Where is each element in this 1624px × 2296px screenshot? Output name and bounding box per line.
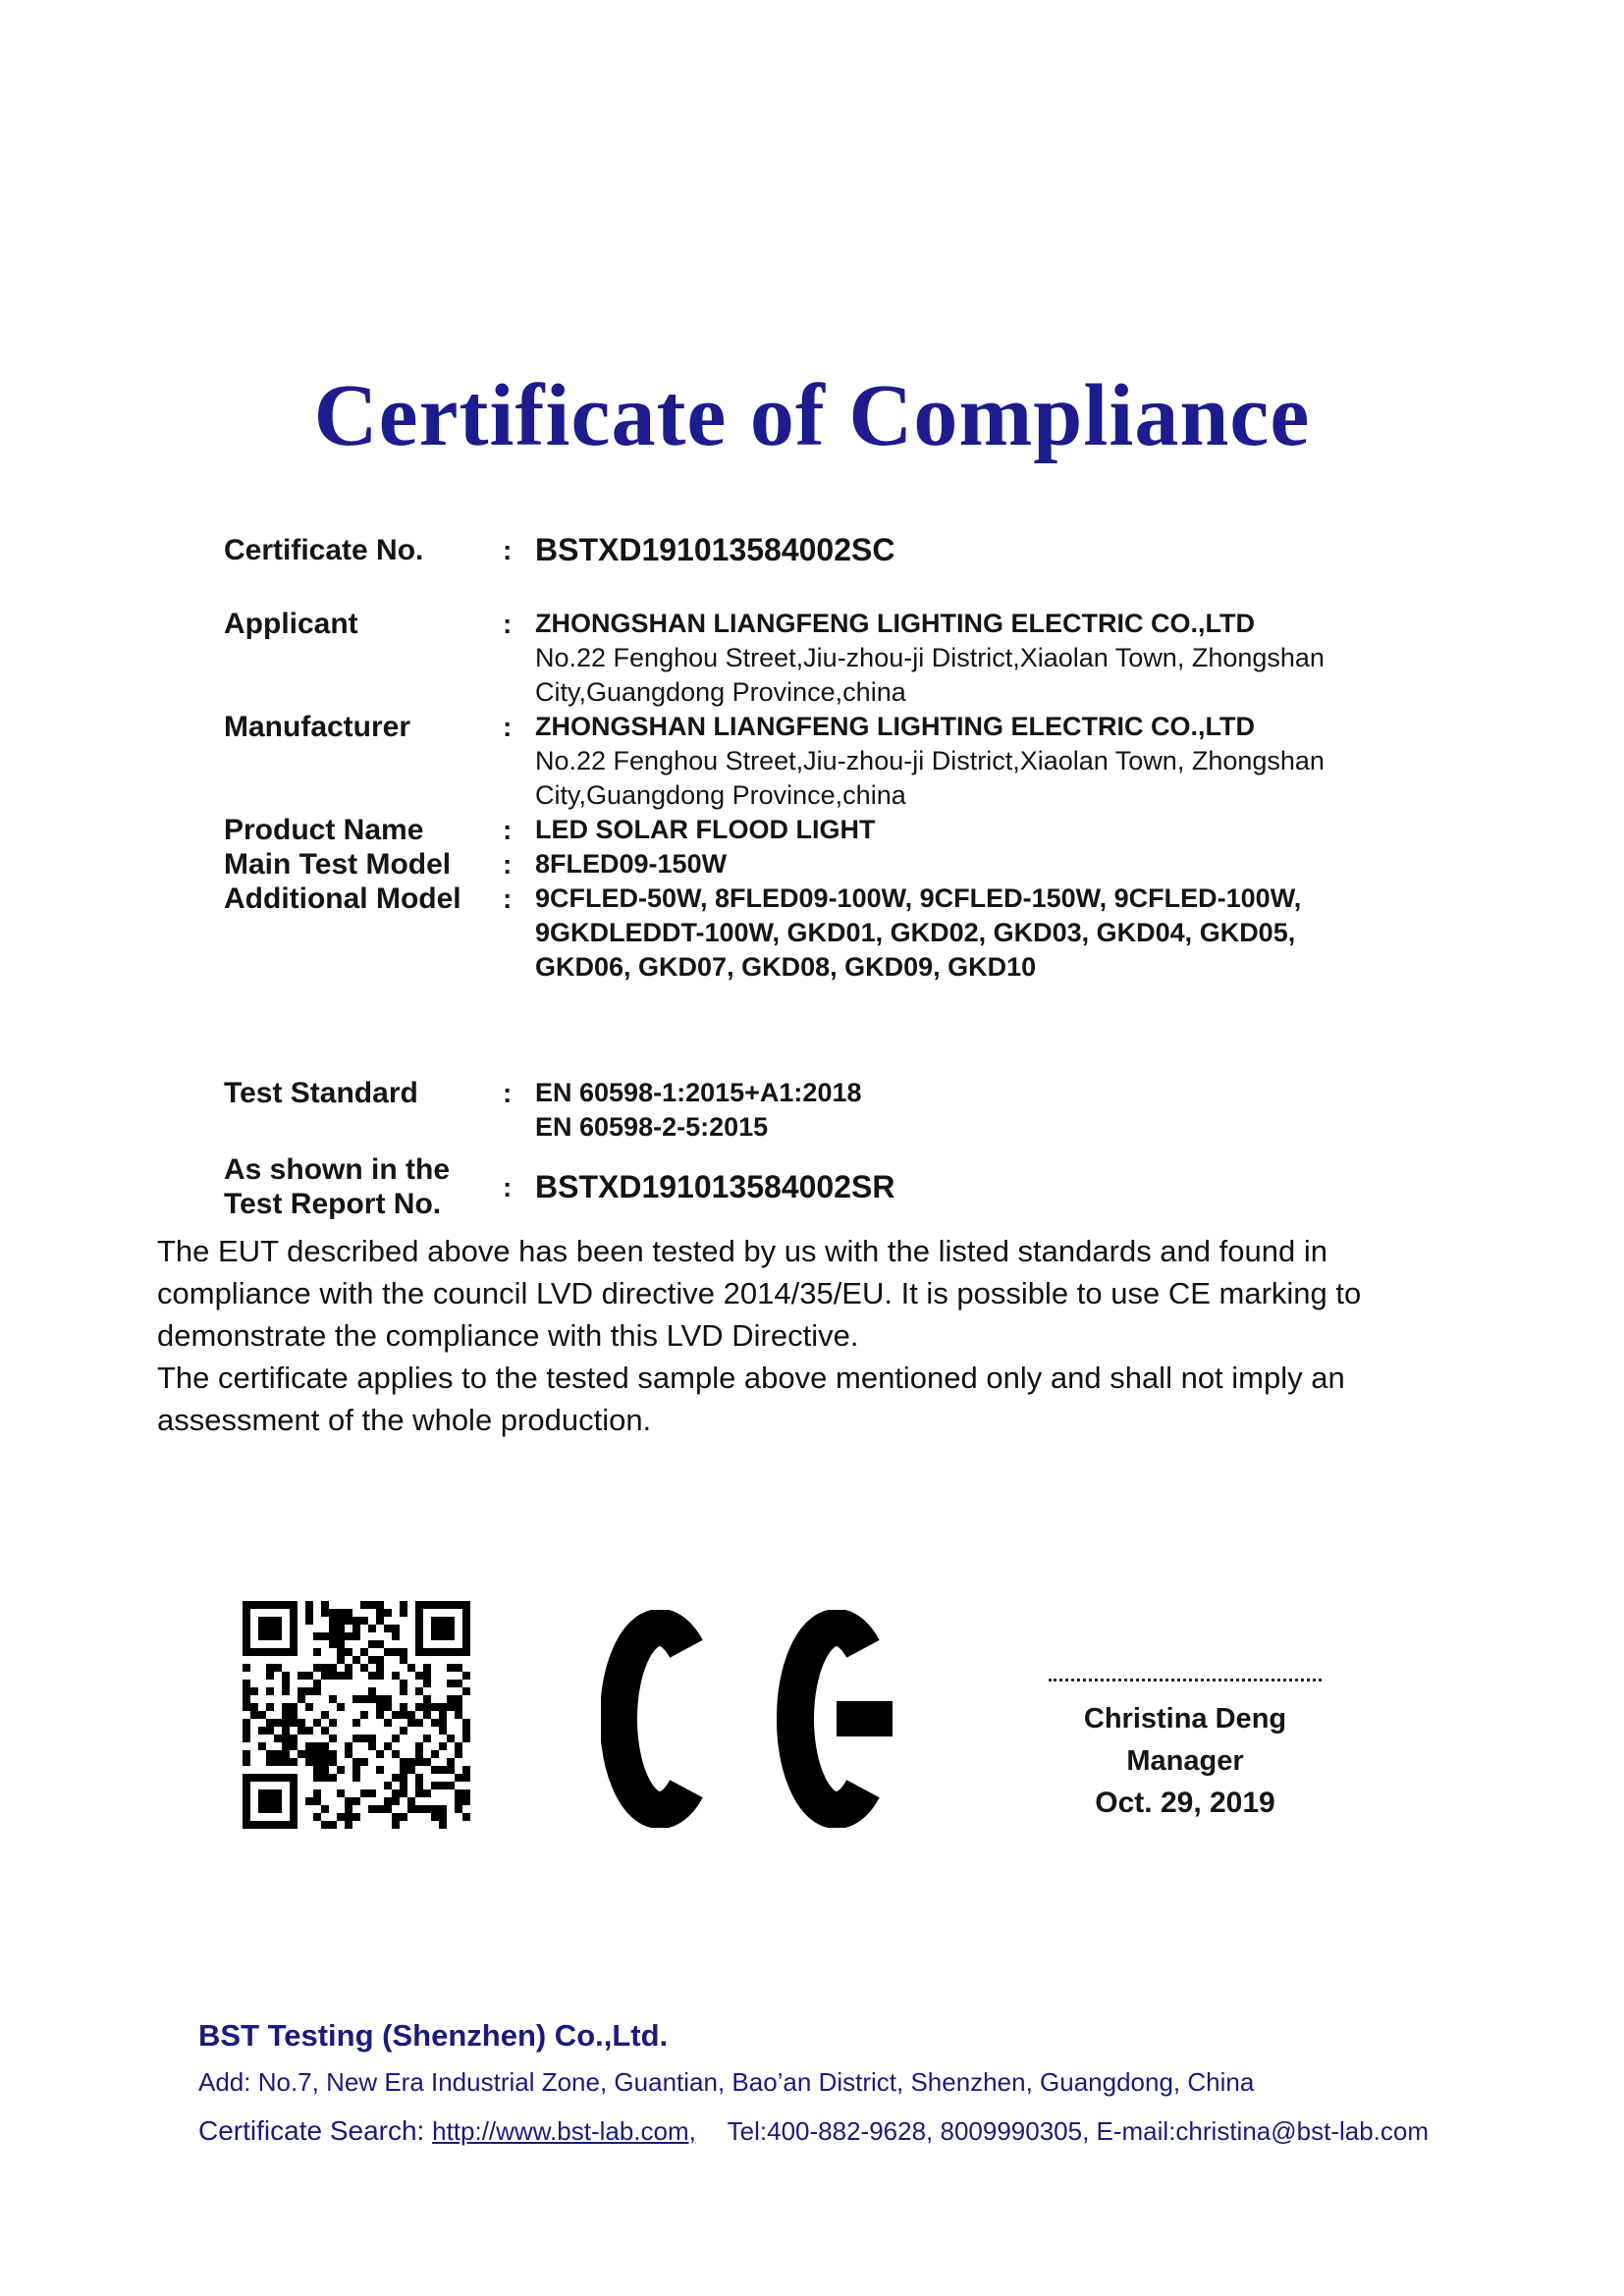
test-standard-line2: EN 60598-2-5:2015 xyxy=(535,1112,769,1142)
certificate-search-link[interactable]: http://www.bst-lab.com, xyxy=(432,2116,696,2146)
colon-separator: : xyxy=(503,1078,513,1108)
field-row-certificate-no xyxy=(224,533,1461,567)
certificate-search-label: Certificate Search: xyxy=(198,2115,425,2146)
additional-model-label: Additional Model xyxy=(224,882,461,915)
qr-code-image xyxy=(243,1601,470,1829)
main-test-model-label: Main Test Model xyxy=(224,848,452,881)
field-row-test-report-no xyxy=(224,1152,1461,1221)
field-row-test-standard xyxy=(224,1076,1461,1145)
certificate-no-label: Certificate No. xyxy=(224,534,424,566)
product-name-label: Product Name xyxy=(224,814,424,846)
applicant-label: Applicant xyxy=(224,608,358,640)
signatory-title: Manager xyxy=(1126,1745,1244,1777)
compliance-statement-paragraph1: The EUT described above has been tested by us with the listed standards and found in compliance with the council LVD directive 2014/35/EU. It is possible to use CE marking to demonstrate the compliance with this LVD Directive. xyxy=(157,1234,1362,1353)
compliance-statement xyxy=(157,1230,1455,1441)
qr-code xyxy=(243,1601,470,1829)
test-standard-line1: EN 60598-1:2015+A1:2018 xyxy=(535,1078,862,1107)
footer-address: Add: No.7, New Era Industrial Zone, Guantian, Bao’an District, Shenzhen, Guangdong, China xyxy=(198,2067,1255,2097)
test-report-label-line1: As shown in the xyxy=(224,1153,451,1186)
manufacturer-address-line2: City,Guangdong Province,china xyxy=(535,780,906,810)
field-row-applicant xyxy=(224,607,1461,710)
additional-model-line2: 9GKDLEDDT-100W, GKD01, GKD02, GKD03, GKD04, GKD05, xyxy=(535,918,1296,947)
product-name-value: LED SOLAR FLOOD LIGHT xyxy=(535,815,876,844)
colon-separator: : xyxy=(503,609,513,639)
signatory-name: Christina Deng xyxy=(1083,1703,1287,1735)
footer-certificate-search-row xyxy=(198,2114,1504,2148)
field-row-additional-model xyxy=(224,881,1461,985)
applicant-address-line2: City,Guangdong Province,china xyxy=(535,677,906,707)
footer-company-name: BST Testing (Shenzhen) Co.,Ltd. xyxy=(198,2018,669,2053)
test-standard-label: Test Standard xyxy=(224,1077,418,1109)
main-test-model-value: 8FLED09-150W xyxy=(535,849,728,879)
ce-mark-icon xyxy=(601,1610,895,1828)
manufacturer-address-line1: No.22 Fenghou Street,Jiu-zhou-ji District,Xiaolan Town, Zhongshan xyxy=(535,746,1325,775)
applicant-company: ZHONGSHAN LIANGFENG LIGHTING ELECTRIC CO.,LTD xyxy=(535,609,1255,638)
colon-separator: : xyxy=(503,1171,513,1202)
additional-model-line3: GKD06, GKD07, GKD08, GKD09, GKD10 xyxy=(535,952,1037,982)
signature-block xyxy=(1049,1679,1322,1823)
colon-separator: : xyxy=(503,849,513,880)
test-report-label xyxy=(224,1152,503,1221)
field-row-manufacturer xyxy=(224,710,1461,813)
certificate-number: BSTXD191013584002SC xyxy=(535,532,895,567)
colon-separator: : xyxy=(503,883,513,914)
footer-contact: Tel:400-882-9628, 8009990305, E-mail:christina@bst-lab.com xyxy=(727,2116,1430,2146)
signature-dotted-line xyxy=(1049,1679,1322,1682)
test-report-number: BSTXD191013584002SR xyxy=(535,1168,895,1204)
certificate-fields xyxy=(224,533,1461,1221)
field-row-main-test-model xyxy=(224,847,1461,881)
applicant-address-line1: No.22 Fenghou Street,Jiu-zhou-ji District,Xiaolan Town, Zhongshan xyxy=(535,643,1325,672)
field-row-product-name xyxy=(224,813,1461,847)
certificate-title: Certificate of Compliance xyxy=(313,367,1311,464)
colon-separator: : xyxy=(503,712,513,742)
manufacturer-company: ZHONGSHAN LIANGFENG LIGHTING ELECTRIC CO.,LTD xyxy=(535,712,1255,741)
colon-separator: : xyxy=(503,815,513,845)
compliance-statement-paragraph2: The certificate applies to the tested sample above mentioned only and shall not imply an assessment of the whole production. xyxy=(157,1361,1345,1437)
additional-model-line1: 9CFLED-50W, 8FLED09-100W, 9CFLED-150W, 9CFLED-100W, xyxy=(535,883,1302,913)
signature-date: Oct. 29, 2019 xyxy=(1095,1787,1275,1819)
test-report-label-line2: Test Report No. xyxy=(224,1188,442,1220)
footer xyxy=(198,2018,1504,2148)
colon-separator: : xyxy=(503,535,513,565)
manufacturer-label: Manufacturer xyxy=(224,711,411,743)
